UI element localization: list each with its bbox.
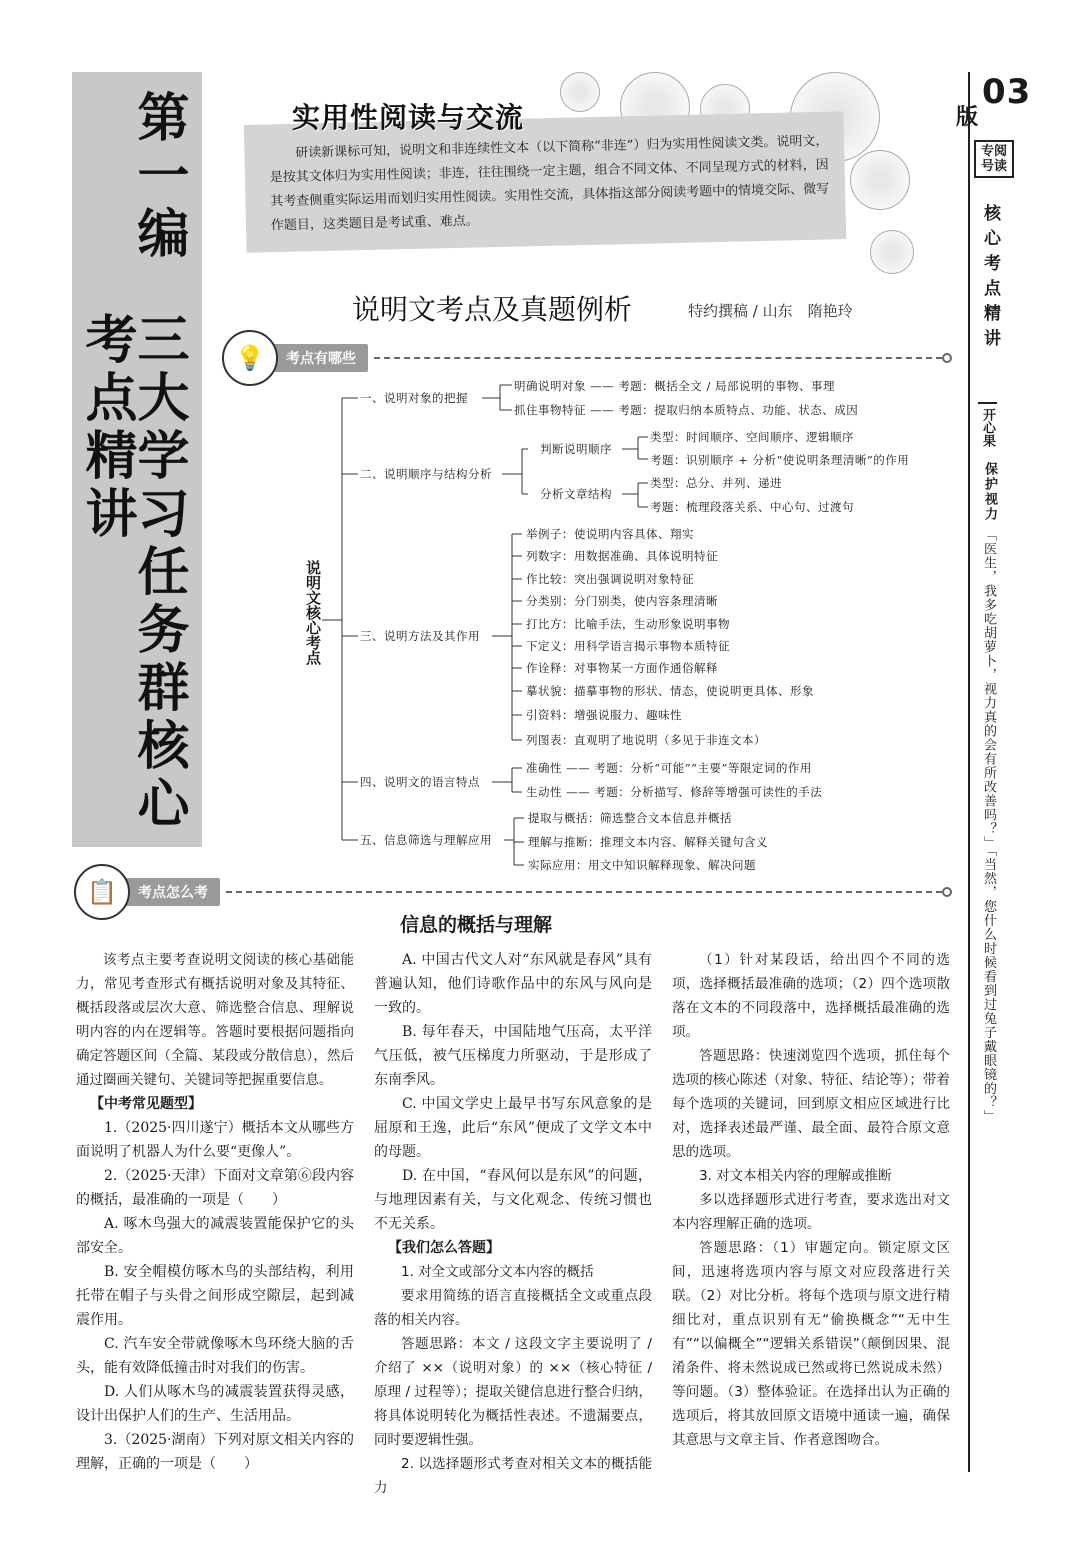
option: D. 人们从啄木鸟的减震装置获得灵感，设计出保护人们的生产、生活用品。 [76,1384,354,1424]
mindmap-node: 判断说明顺序 [540,442,612,456]
bold-heading: 【中考常见题型】 [90,1096,202,1112]
option: B. 每年春天，中国陆地气压高，太平洋气压低，被气压梯度力所驱动，于是形成了东南季风。 [374,1024,652,1088]
subsection-heading: 信息的概括与理解 [400,914,553,936]
paragraph: 要求用简练的语言直接概括全文或重点段落的相关内容。 [374,1288,652,1328]
question: 1.（2025·四川遂宁）概括本文从哪些方面说明了机器人为什么要“更像人”。 [76,1120,354,1160]
document-clock-icon: 📋 [74,864,130,920]
mindmap-leaf: 准确性 —— 考题：分析“可能”“主要”等限定词的作用 [526,761,812,775]
option: C. 汽车安全带就像啄木鸟环绕大脑的舌头，能有效降低撞击时对我们的伤害。 [76,1336,354,1376]
option: C. 中国文学史上最早书写东风意象的是屈原和王逸，此后“东风”便成了文学文本中的母题。 [374,1096,652,1160]
option: D. 在中国，“春风何以是东风”的问题，与地理因素有关，与文化观念、传统习惯也不无关系。 [374,1168,652,1232]
bold-heading: 【我们怎么答题】 [388,1240,500,1256]
mindmap-leaf: 抓住事物特征 —— 考题：提取归纳本质特点、功能、状态、成因 [514,403,859,417]
flower-decoration [870,230,914,274]
joke-title: 保护视力 [982,462,997,522]
divider-end [942,353,952,363]
paragraph: 答题思路：本文 / 这段文字主要说明了 / 介绍了 ××（说明对象）的 ××（核心特征 / 原理 / 过程等）；提取关键信息进行整合归纳，将具体说明转化为概括性表述。不遗漏要点，同时要逻辑性强。 [374,1336,652,1448]
text-column-3 [672,948,950,1452]
mindmap-leaf: 作比较：突出强调说明对象特征 [526,572,694,586]
mindmap-branch: 一、说明对象的把握 [360,391,468,405]
section-label: 考点有哪些 [270,344,368,372]
mindmap-leaf: 考题：识别顺序 + 分析“使说明条理清晰”的作用 [650,453,910,467]
mindmap-leaf: 引资料：增强说服力、趣味性 [526,708,682,722]
mindmap-leaf: 实际应用：用文中知识解释现象、解决问题 [528,858,756,872]
mindmap-leaf: 类型：时间顺序、空间顺序、逻辑顺序 [650,430,854,444]
mindmap-leaf: 类型：总分、并列、递进 [650,476,782,490]
mindmap-leaf: 理解与推断：推理文本内容、解释关键句含义 [528,835,768,849]
volume-number: 第一编 [128,90,189,264]
divider [374,357,942,359]
mindmap-leaf: 下定义：用科学语言揭示事物本质特征 [526,639,730,653]
paragraph: 答题思路：（1）审题定向。锁定原文区间，迅速将选项内容与原文对应段落进行关联。（2）对比分析。将每个选项与原文进行精细比对，重点识别有无“偷换概念”“无中生有”“以偏概全”“逻辑关系错误”（颠倒因果、混淆条件、将未然说成已然或将已然说成未然）等问题。（3）整体验证。在选择出认为正确的选项后，将其放回原文语境中通读一遍，确保其意思与文章主旨、作者意图吻合。 [672,1240,950,1448]
mindmap [230,370,950,870]
section-name: 核心考点精讲 [980,204,1000,354]
column-logo: 专阅号读 [974,140,1014,178]
paragraph: 答题思路：快速浏览四个选项，抓住每个选项的核心陈述（对象、特征、结论等）；带着每个选项的关键词，回到原文相应区域进行比对，选择表述最严谨、最全面、最符合原文意思的选项。 [672,1048,950,1160]
mindmap-leaf: 摹状貌：描摹事物的形状、情态，使说明更具体、形象 [526,684,814,698]
question: 3.（2025·湖南）下列对原文相关内容的理解，正确的一项是（ ） [76,1432,354,1472]
volume-title-panel [72,72,202,847]
section-header-how [74,876,952,908]
mindmap-branch: 二、说明顺序与结构分析 [360,467,492,481]
mindmap-node: 分析文章结构 [540,487,612,501]
right-margin-bar [956,72,1032,1472]
option: A. 中国古代文人对“东风就是春风”具有普遍认知，他们诗歌作品中的东风与风向是一致的。 [374,952,652,1016]
humor-column-title: 开心果 [978,402,997,447]
text-column-2 [374,948,652,1500]
volume-title: 三大学习任务群核心考点精讲 [76,312,189,834]
article-author: 特约撰稿 / 山东 隋艳玲 [688,302,853,320]
mindmap-branch: 三、说明方法及其作用 [360,629,480,643]
mindmap-leaf: 作诠释：对事物某一方面作通俗解释 [526,661,718,675]
mindmap-leaf: 考题：梳理段落关系、中心句、过渡句 [650,500,854,514]
mindmap-branch: 五、信息筛选与理解应用 [360,833,492,847]
mindmap-leaf: 列图表：直观明了地说明（多见于非连文本） [526,733,766,747]
mindmap-leaf: 生动性 —— 考题：分析描写、修辞等增强可读性的手法 [526,785,823,799]
mindmap-leaf: 分类别：分门别类，使内容条理清晰 [526,594,718,608]
subheading: 2. 以选择题形式考查对相关文本的概括能力 [374,1456,652,1496]
mindmap-leaf: 打比方：比喻手法，生动形象说明事物 [526,617,730,631]
mindmap-leaf: 提取与概括：筛选整合文本信息并概括 [528,811,732,825]
mindmap-root: 说明文核心考点 [304,560,322,665]
option: B. 安全帽模仿啄木鸟的头部结构，利用托带在帽子与头骨之间形成空隙层，起到减震作用。 [76,1264,354,1328]
margin-rule [968,72,970,1472]
page-label: 版 [956,105,979,130]
section-label: 考点怎么考 [122,878,220,906]
book-lightbulb-icon: 💡 [222,330,278,386]
paragraph: 多以选择题形式进行考查，要求选出对文本内容理解正确的选项。 [672,1192,950,1232]
question: 2.（2025·天津）下面对文章第⑥段内容的概括，最准确的一项是（ ） [76,1168,354,1208]
intro-title: 实用性阅读与交流 [292,101,525,134]
mindmap-leaf: 列数字：用数据准确、具体说明特征 [526,549,718,563]
page-number: 03 [982,72,1032,112]
joke-text: 「医生，我多吃胡萝卜，视力真的会有所改善吗？」「当然，您什么时候看到过兔子戴眼镜的？」 [981,528,996,1124]
paragraph: 该考点主要考查说明文阅读的核心基础能力，常见考查形式有概括说明对象及其特征、概括段落或层次大意、筛选整合信息、理解说明内容的内在逻辑等。答题时要根据问题指向确定答题区间（全篇、某段或分散信息），然后通过圈画关键句、关键词等把握重要信息。 [76,952,354,1088]
intro-text: 研读新课标可知，说明文和非连续性文本（以下简称“非连”）归为实用性阅读文类。说明文，是按其文体归为实用性阅读；非连，往往围绕一定主题，组合不同文体、不同呈现方式的材料，因其考查侧重实际运用而划归实用性阅读。实用性交流，具体指这部分阅读考题中的情境交际、微写作题目，这类题目是考试重、难点。 [269,133,830,234]
subheading: 3. 对文本相关内容的理解或推断 [699,1168,892,1184]
text-column-1 [76,948,354,1476]
subheading: 1. 对全文或部分文本内容的概括 [401,1264,594,1280]
divider [226,891,942,893]
paragraph: （1）针对某段话，给出四个不同的选项，选择概括最准确的选项；（2）四个选项散落在文本的不同段落中，选择概括最准确的选项。 [672,952,950,1040]
article-title: 说明文考点及真题例析 [352,293,633,326]
mindmap-leaf: 举例子：使说明内容具体、翔实 [526,527,694,541]
flower-decoration [850,150,910,210]
flower-decoration [560,72,600,112]
option: A. 啄木鸟强大的减震装置能保护它的头部安全。 [76,1216,354,1256]
mindmap-branch: 四、说明文的语言特点 [360,775,480,789]
mindmap-leaf: 明确说明对象 —— 考题：概括全文 / 局部说明的事物、事理 [514,379,835,393]
divider-end [942,887,952,897]
